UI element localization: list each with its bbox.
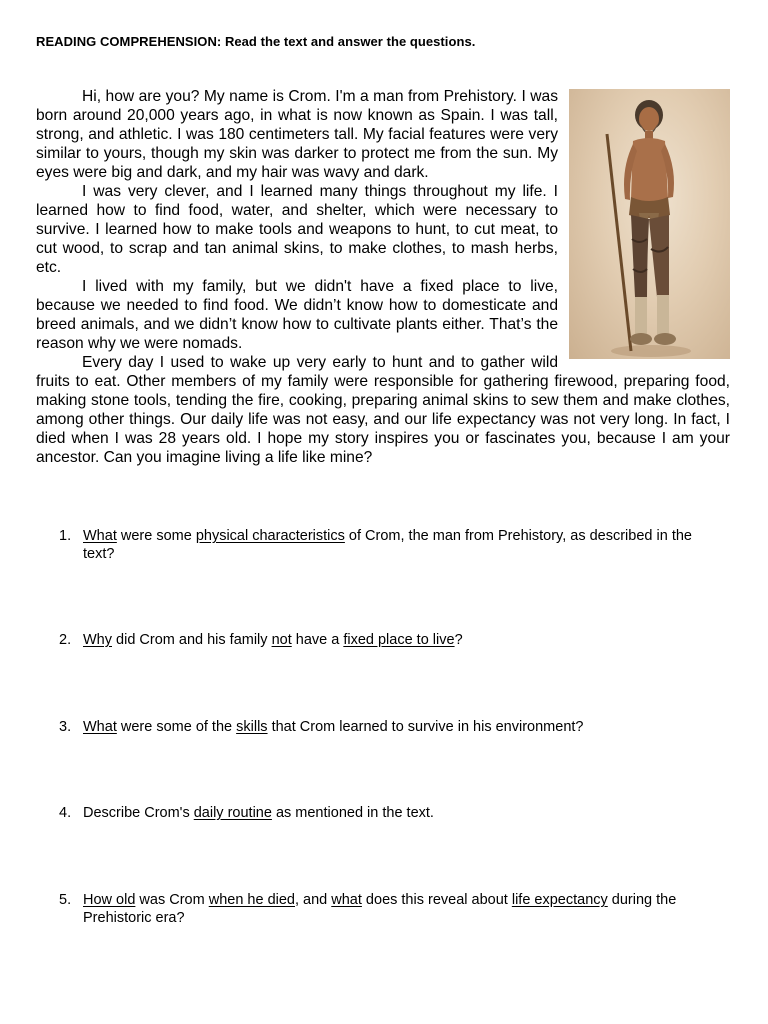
prehistoric-man-figure-icon xyxy=(569,89,730,359)
question-number: 4. xyxy=(59,805,72,821)
question-part: , and xyxy=(294,892,332,908)
question-number: 2. xyxy=(59,632,72,648)
question-text xyxy=(83,892,726,927)
question-part: of Crom, the man from Prehistory, as described in the text? xyxy=(83,528,692,562)
question-part: What xyxy=(83,528,117,544)
reading-text xyxy=(36,87,730,467)
paragraph-1: Hi, how are you? My name is Crom. I'm a man from Prehistory. I was born around 20,000 years ago, in what is now known as Spain. I was tall, strong, and athletic. I was 180 centimeters tall. My facial features were very similar to yours, though my skin was darker to protect me from the sun. My eyes were big and dark, and my hair was wavy and dark. xyxy=(36,88,558,181)
question-3 xyxy=(36,719,726,737)
question-part: as mentioned in the text. xyxy=(271,805,434,821)
paragraph-3: I lived with my family, but we didn't have a fixed place to live, because we needed to find food. We didn’t know how to domesticate and breed animals, and we didn’t know how to cultivate plants either. That’s the reason why we were nomads. xyxy=(36,278,558,352)
question-part: were some of the xyxy=(116,719,237,735)
question-part: life expectancy xyxy=(511,892,608,908)
question-1 xyxy=(36,528,726,563)
question-part: physical characteristics xyxy=(195,528,345,544)
question-text xyxy=(83,632,726,650)
question-part: was Crom xyxy=(135,892,209,908)
question-part: have a xyxy=(291,632,344,648)
question-part: when he died xyxy=(208,892,295,908)
question-number: 5. xyxy=(59,892,72,908)
question-part: skills xyxy=(236,719,268,735)
question-number: 3. xyxy=(59,719,72,735)
question-part: what xyxy=(331,892,362,908)
question-4 xyxy=(36,805,726,823)
question-part: during the Prehistoric era? xyxy=(83,892,677,926)
paragraph-2: I was very clever, and I learned many things throughout my life. I learned how to find food, water, and shelter, which were necessary to survive. I learned how to make tools and weapons to hunt, to cut meat, to cut wood, to scrap and tan animal skins, to make clothes, to mash herbs, etc. xyxy=(36,183,558,276)
question-part: ? xyxy=(454,632,463,648)
question-part: Describe Crom's xyxy=(83,805,194,821)
question-part: not xyxy=(271,632,292,648)
paragraph-4: Every day I used to wake up very early to hunt and to gather wild fruits to eat. Other members of my family were responsible for gathering firewood, preparing food, making stone tools, tending the fire, cooking, preparing animal skins to sew them and make clothes, among other things. Our daily life was not easy, and our life expectancy was not very long. In fact, I died when I was 28 years old. I hope my story inspires you or fascinates you, because I am your ancestor. Can you imagine living a life like mine? xyxy=(36,354,730,466)
question-5 xyxy=(36,892,726,927)
question-part: does this reveal about xyxy=(361,892,512,908)
question-text xyxy=(83,805,726,823)
question-part: How old xyxy=(83,892,136,908)
question-text xyxy=(83,719,726,737)
question-text xyxy=(83,528,726,563)
question-part: Why xyxy=(83,632,112,648)
worksheet-heading: READING COMPREHENSION: Read the text and answer the questions. xyxy=(36,34,476,49)
question-part: fixed place to live xyxy=(343,632,455,648)
question-2 xyxy=(36,632,726,650)
prehistoric-man-illustration xyxy=(569,89,730,359)
question-part: were some xyxy=(116,528,196,544)
question-part: What xyxy=(83,719,117,735)
question-part: daily routine xyxy=(193,805,272,821)
question-part: did Crom and his family xyxy=(112,632,272,648)
question-number: 1. xyxy=(59,528,72,544)
question-part: that Crom learned to survive in his environment? xyxy=(267,719,584,735)
